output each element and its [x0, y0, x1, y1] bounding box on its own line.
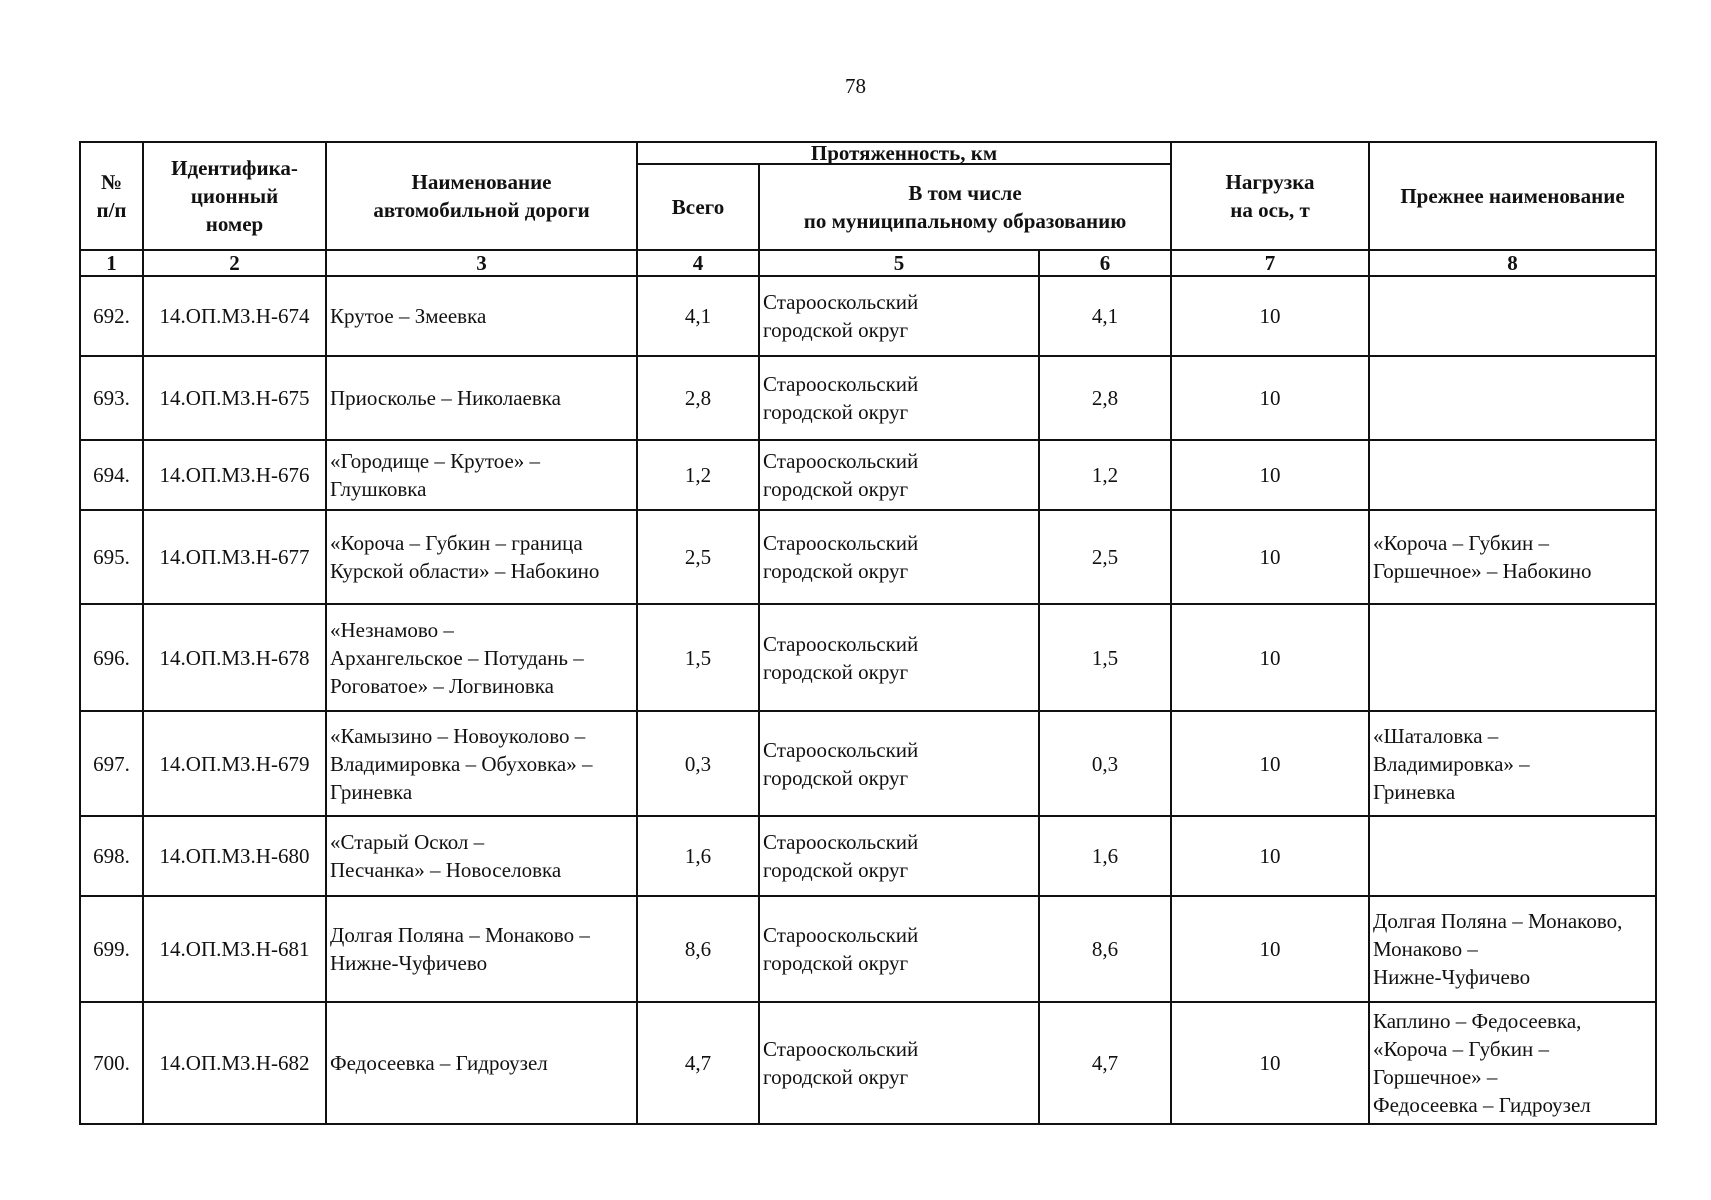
table-row [80, 711, 1656, 816]
axle-load: 10 [1171, 604, 1369, 711]
column-index: 1 [80, 250, 143, 276]
former-name [1369, 356, 1656, 440]
municipality: Старооскольский городской округ [759, 816, 1039, 896]
road-name: Крутое – Змеевка [326, 276, 637, 356]
column-index: 5 [759, 250, 1039, 276]
header-length-group: Протяженность, км [637, 142, 1171, 164]
road-name: Приосколье – Николаевка [326, 356, 637, 440]
header-road-name: Наименование автомобильной дороги [326, 142, 637, 250]
axle-load: 10 [1171, 896, 1369, 1002]
length-total: 2,8 [637, 356, 759, 440]
former-name [1369, 816, 1656, 896]
table-row [80, 1002, 1656, 1124]
length-total: 1,2 [637, 440, 759, 510]
road-id: 14.ОП.МЗ.Н-677 [143, 510, 326, 604]
municipality: Старооскольский городской округ [759, 711, 1039, 816]
column-index: 8 [1369, 250, 1656, 276]
table-row [80, 356, 1656, 440]
column-index: 7 [1171, 250, 1369, 276]
column-index-row [80, 250, 1656, 276]
former-name [1369, 440, 1656, 510]
column-index: 6 [1039, 250, 1171, 276]
municipal-length: 2,8 [1039, 356, 1171, 440]
road-name: «Короча – Губкин – граница Курской области» – Набокино [326, 510, 637, 604]
municipal-length: 1,2 [1039, 440, 1171, 510]
road-id: 14.ОП.МЗ.Н-676 [143, 440, 326, 510]
table-row [80, 604, 1656, 711]
municipality: Старооскольский городской округ [759, 604, 1039, 711]
table-row [80, 276, 1656, 356]
former-name [1369, 604, 1656, 711]
road-id: 14.ОП.МЗ.Н-681 [143, 896, 326, 1002]
road-name: Федосеевка – Гидроузел [326, 1002, 637, 1124]
road-id: 14.ОП.МЗ.Н-674 [143, 276, 326, 356]
axle-load: 10 [1171, 711, 1369, 816]
former-name: «Шаталовка – Владимировка» – Гриневка [1369, 711, 1656, 816]
axle-load: 10 [1171, 1002, 1369, 1124]
length-total: 2,5 [637, 510, 759, 604]
municipal-length: 4,7 [1039, 1002, 1171, 1124]
axle-load: 10 [1171, 440, 1369, 510]
municipal-length: 1,6 [1039, 816, 1171, 896]
axle-load: 10 [1171, 356, 1369, 440]
row-number: 696. [80, 604, 143, 711]
column-index: 2 [143, 250, 326, 276]
table-row [80, 816, 1656, 896]
table-row [80, 896, 1656, 1002]
road-id: 14.ОП.МЗ.Н-679 [143, 711, 326, 816]
former-name: Каплино – Федосеевка, «Короча – Губкин – Горшечное» – Федосеевка – Гидроузел [1369, 1002, 1656, 1124]
header-total: Всего [637, 164, 759, 250]
road-name: «Старый Оскол – Песчанка» – Новоселовка [326, 816, 637, 896]
road-name: «Незнамово – Архангельское – Потудань – Роговатое» – Логвиновка [326, 604, 637, 711]
length-total: 0,3 [637, 711, 759, 816]
table-row [80, 510, 1656, 604]
roads-table [79, 141, 1657, 1125]
length-total: 8,6 [637, 896, 759, 1002]
row-number: 694. [80, 440, 143, 510]
municipal-length: 2,5 [1039, 510, 1171, 604]
row-number: 692. [80, 276, 143, 356]
former-name [1369, 276, 1656, 356]
row-number: 695. [80, 510, 143, 604]
axle-load: 10 [1171, 816, 1369, 896]
row-number: 693. [80, 356, 143, 440]
road-id: 14.ОП.МЗ.Н-675 [143, 356, 326, 440]
road-name: «Камызино – Новоуколово – Владимировка – Обуховка» – Гриневка [326, 711, 637, 816]
municipality: Старооскольский городской округ [759, 896, 1039, 1002]
municipality: Старооскольский городской округ [759, 276, 1039, 356]
road-id: 14.ОП.МЗ.Н-680 [143, 816, 326, 896]
header-no: № п/п [80, 142, 143, 250]
municipal-length: 0,3 [1039, 711, 1171, 816]
road-id: 14.ОП.МЗ.Н-678 [143, 604, 326, 711]
row-number: 698. [80, 816, 143, 896]
municipality: Старооскольский городской округ [759, 510, 1039, 604]
road-id: 14.ОП.МЗ.Н-682 [143, 1002, 326, 1124]
header-former-name: Прежнее наименование [1369, 142, 1656, 250]
length-total: 4,7 [637, 1002, 759, 1124]
page-number: 78 [845, 74, 866, 98]
municipality: Старооскольский городской округ [759, 356, 1039, 440]
municipal-length: 1,5 [1039, 604, 1171, 711]
column-index: 4 [637, 250, 759, 276]
row-number: 699. [80, 896, 143, 1002]
former-name: Долгая Поляна – Монаково, Монаково – Нижне-Чуфичево [1369, 896, 1656, 1002]
road-name: «Городище – Крутое» – Глушковка [326, 440, 637, 510]
municipal-length: 8,6 [1039, 896, 1171, 1002]
column-index: 3 [326, 250, 637, 276]
header-axle-load: Нагрузка на ось, т [1171, 142, 1369, 250]
municipal-length: 4,1 [1039, 276, 1171, 356]
length-total: 1,5 [637, 604, 759, 711]
header-municipal: В том числе по муниципальному образованию [759, 164, 1171, 250]
axle-load: 10 [1171, 276, 1369, 356]
municipality: Старооскольский городской округ [759, 440, 1039, 510]
municipality: Старооскольский городской округ [759, 1002, 1039, 1124]
table-row [80, 440, 1656, 510]
road-name: Долгая Поляна – Монаково – Нижне-Чуфичево [326, 896, 637, 1002]
length-total: 1,6 [637, 816, 759, 896]
axle-load: 10 [1171, 510, 1369, 604]
length-total: 4,1 [637, 276, 759, 356]
row-number: 697. [80, 711, 143, 816]
row-number: 700. [80, 1002, 143, 1124]
header-id: Идентифика- ционный номер [143, 142, 326, 250]
former-name: «Короча – Губкин – Горшечное» – Набокино [1369, 510, 1656, 604]
